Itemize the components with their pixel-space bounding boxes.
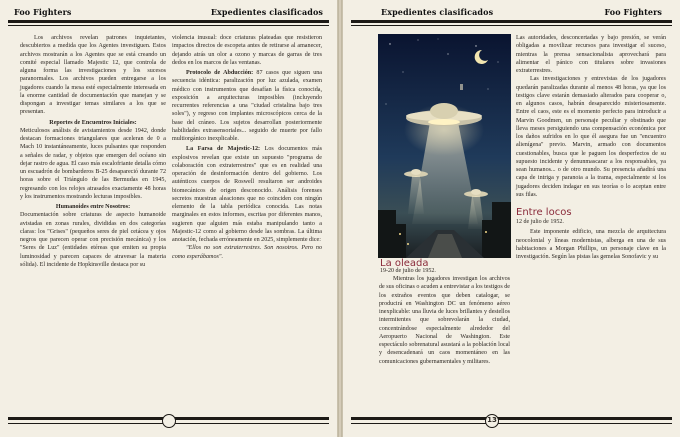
image-caption-date: 19-20 de julio de 1952.: [380, 268, 436, 274]
subheading: Humanoides entre Nosotros:: [55, 204, 131, 210]
page-number: [485, 414, 499, 428]
paragraph: Los documentos más explosivos revelan que existe un supuesto "programa de colaboración con extraterrestres" que es en realidad una operación de desinformación dentro del gobierno. Los auténticos cuerpos de Roswell resultaron ser androides biomecánicos de origen desconocido. Análisis forenses secretos muestran aleaciones que no coinciden con ningún elemento de la tabla periódica conocida. Las notas marginales en estos informes, escritas por diferentes manos, sugieren que alguien más estaba manipulando tanto a Majestic-12 como al gobierno desde las sombras. La última anotación, fechada erróneamente en 2025, simplemente dice:: [172, 146, 322, 243]
paragraph: Los archivos revelan patrones inquietantes, descubiertos a medida que los Agentes investiguen. Estos archivos mostrarán a los Agentes que se está creando un comité especial llamado Majestic 12, que controla de alguna forma las investigaciones y los sucesos paranormales. Los archivos pueden entregarse a los jugadores cuando la mesa esté especialmente interesada en la enorme cantidad de documentación que manejan y se dispongan a investigar temas similares a los que se presentan.: [20, 35, 166, 116]
header-rule: [351, 20, 672, 23]
subheading: La Farsa de Majestic-12:: [186, 146, 261, 153]
page-number: [162, 414, 176, 428]
left-column-2: [172, 34, 322, 261]
right-column: [516, 34, 666, 261]
paragraph: Este imponente edificio, una mezcla de arquitectura neocolonial y líneas modernistas, alberga en una de sus habitaciones a Morgan Phillips, un personaje clave en la investigación. Según las pistas las gemelas Sonofavic y su: [516, 229, 666, 260]
left-header: [8, 6, 329, 22]
header-rule-thin: [8, 25, 329, 26]
paragraph: Documentación sobre criaturas de aspecto humanoide avistadas en zonas rurales, divididas en dos categorías claras: los "Grises" (pequeños seres de piel cetácea y ojos negros que parecen operar con precisión mecánica) y los "Seres de Luz" (entidades etéreas que emiten su propia luminosidad y parecen capaces de atravesar la materia sólida). El incidente de Hopkinsville destaca por su: [20, 212, 166, 268]
section-title: Entre locos: [516, 207, 572, 218]
paragraph: Meticulosos análisis de avistamientos desde 1942, donde destacan formaciones triangulares que aceleran de 0 a Mach 10 instantáneamente, luces pulsantes que responden a señales de radar, y objetos que emergen del océano sin dejar rastro de agua. El caso más escalofriante detalla cómo un escuadrón de bombarderos B-25 desapareció durante 72 horas sobre el Triángulo de las Bermudas en 1945, regresando con los relojes atrasados exactamente 48 horas y los instrumentos mostrando lecturas imposibles.: [20, 127, 166, 200]
footer-rule: [351, 417, 672, 420]
subheading: Protocolo de Abducción:: [186, 70, 254, 76]
left-footer: [8, 415, 329, 429]
left-page: [0, 0, 338, 437]
paragraph: 87 casos que siguen una secuencia idéntica: paralización por luz azulada, examen médico con instrumentos que desafían la física conocida, exposición a arquitecturas imposibles (incluyendo recurrentes referencias a una "ciudad cristalina bajo tres soles"), y regreso con implantes microscópicos cerca de la base del cráneo. Los sujetos desarrollan posteriormente habilidades extrasensoriales... seguido de muerte por fallo multiorgánico inexplicable.: [172, 70, 322, 142]
page-number-text: 13: [487, 416, 497, 424]
image-caption-title: La oleada: [380, 258, 429, 269]
subheading: Reportes de Encuentros Iniciales:: [49, 119, 137, 126]
right-header-title: Foo Fighters: [604, 7, 662, 17]
left-header-section: Expedientes clasificados: [210, 7, 323, 17]
right-header-section: Expedientes clasificados: [381, 7, 494, 17]
header-rule-thin: [351, 25, 672, 26]
footer-rule-thin: [351, 423, 672, 424]
paragraph: Mientras los jugadores investigan los archivos de sus oficinas o acuden a entrevistar a los testigos de los extraños eventos que deben catalogar, se producirá en Washington DC un fenómeno aéreo inexplicable: una lluvia de luces brillantes y destellos intermitentes que sobrevolarán la ciudad, concentrándose especialmente alrededor del Aeropuerto Nacional de Washington. Este espectáculo sobrenatural asustará a la población local y desencadenará un caos momentáneo en las comunicaciones gubernamentales y militares.: [379, 276, 510, 365]
below-image-text: [379, 275, 510, 366]
right-header: [351, 6, 672, 22]
paragraph: Las investigaciones y entrevistas de los jugadores quedarán paralizadas durante al menos 48 horas, ya que los testigos clave estarán demasiado alterados para cooperar o, en algunos casos, habrán desaparecido misteriosamente. Entre el caos, este es el momento perfecto para introducir a Marvin Goodmen, un personaje peculiar y obstinado que lleva meses persiguiendo una compensación económica por los daños sufridos en lo que él asegura fue un "encuentro alienígena" previo. Marvin, armado con documentos cuestionables, busca que le paguen los desperfectos de su supuesto incidente y denunmascarar a los responsables, ya sean humanos... o de otro mundo. Su presencia añadirá una capa de intriga y paranoia a la trama, especialmente si los jugadores deciden indagar en sus teorías o lo aceptan entre sus filas.: [516, 76, 666, 198]
right-footer: [351, 415, 672, 429]
left-column-1: [20, 34, 166, 269]
left-header-title: Foo Fighters: [14, 7, 72, 17]
ufo-illustration-svg: [378, 34, 511, 258]
header-rule: [8, 20, 329, 23]
section-date: 12 de julio de 1952.: [516, 219, 564, 225]
quote: "Ellos no son extraterrestres. Son nosotros. Pero no como esperábamos".: [172, 245, 322, 260]
paragraph: Las autoridades, desconcertadas y bajo presión, se verán obligadas a movilizar recursos para investigar el suceso, mientras la prensa sensacionalista aprovechará para alimentar el pánico con titulares sobre invasiones extraterrestres.: [516, 35, 666, 74]
ufo-illustration: [378, 34, 511, 258]
paragraph: violencia inusual: doce criaturas plateadas que resistieron impactos directos de escopeta antes de retirarse al amanecer, dejando atrás un olor a ozono y marcas de garras de tres dedos en los marcos de las ventanas.: [172, 35, 322, 66]
